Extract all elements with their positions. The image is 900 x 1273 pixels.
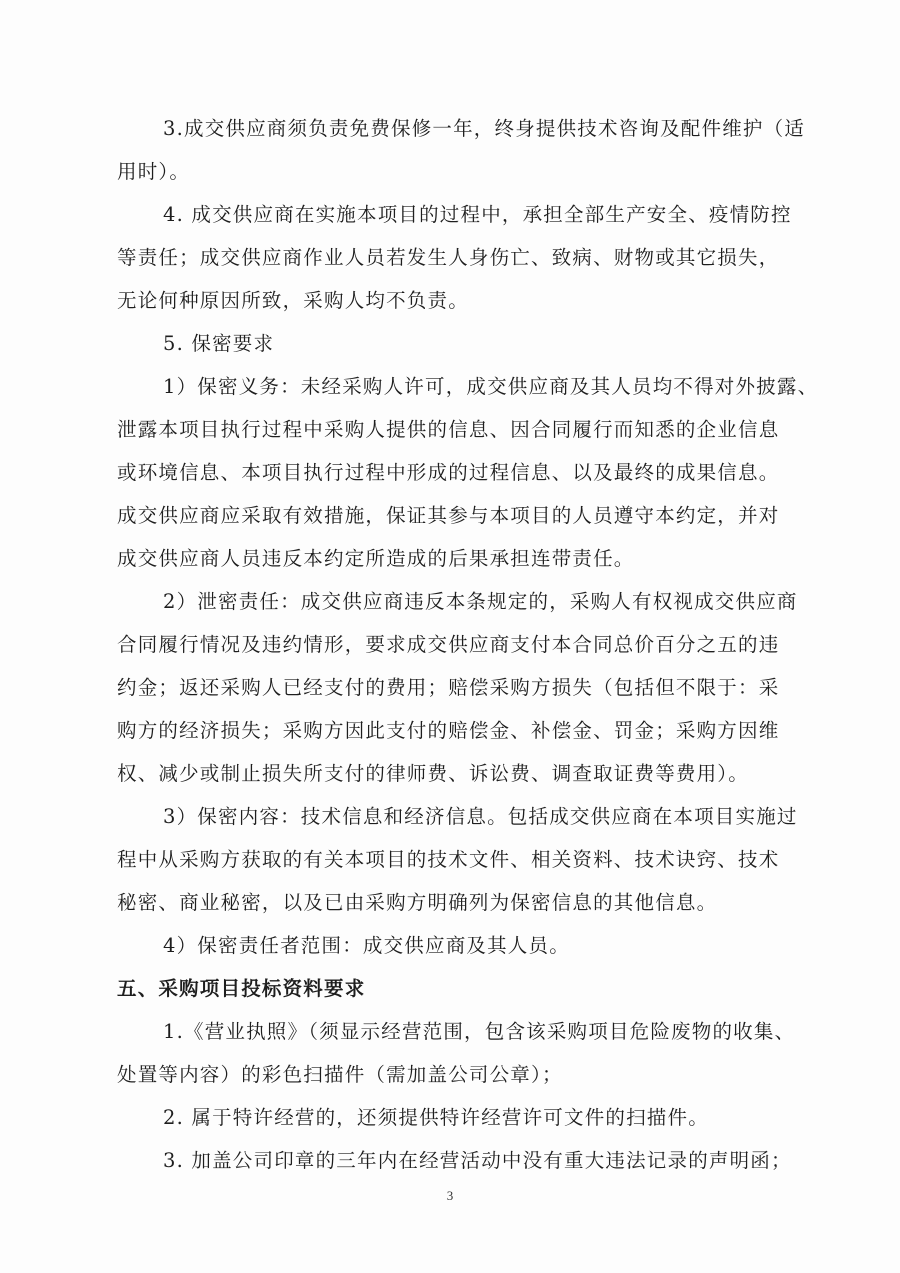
requirement-3: 3. 加盖公司印章的三年内在经营活动中没有重大违法记录的声明函； bbox=[163, 1149, 792, 1172]
leak-liability-line-4: 购方的经济损失；采购方因此支付的赔偿金、补偿金、罚金；采购方因维 bbox=[117, 719, 780, 742]
confidential-content-line-1: 3）保密内容：技术信息和经济信息。包括成交供应商在本项目实施过 bbox=[163, 805, 798, 828]
leak-liability-line-1: 2）泄密责任：成交供应商违反本条规定的，采购人有权视成交供应商 bbox=[163, 590, 798, 613]
confidentiality-duty-line-2: 泄露本项目执行过程中采购人提供的信息、因合同履行而知悉的企业信息 bbox=[117, 418, 780, 441]
confidentiality-duty-line-4: 成交供应商应采取有效措施，保证其参与本项目的人员遵守本约定，并对 bbox=[117, 504, 780, 527]
paragraph-4-line-2: 等责任；成交供应商作业人员若发生人身伤亡、致病、财物或其它损失， bbox=[117, 246, 780, 269]
requirement-1-line-2: 处置等内容）的彩色扫描件（需加盖公司公章）； bbox=[117, 1063, 563, 1086]
page-number: 3 bbox=[446, 1188, 454, 1203]
section-heading-five: 五、采购项目投标资料要求 bbox=[117, 977, 366, 1000]
confidentiality-scope: 4）保密责任者范围：成交供应商及其人员。 bbox=[163, 934, 570, 957]
paragraph-3-line-2: 用时）。 bbox=[117, 160, 191, 183]
leak-liability-line-2: 合同履行情况及违约情形，要求成交供应商支付本合同总价百分之五的违 bbox=[117, 633, 780, 656]
paragraph-3-line-1: 3.成交供应商须负责免费保修一年，终身提供技术咨询及配件维护（适 bbox=[163, 117, 806, 140]
confidentiality-duty-line-1: 1）保密义务：未经采购人许可，成交供应商及其人员均不得对外披露、 bbox=[163, 375, 819, 398]
confidential-content-line-2: 程中从采购方获取的有关本项目的技术文件、相关资料、技术诀窍、技术 bbox=[117, 848, 780, 871]
section-5-title: 5. 保密要求 bbox=[163, 332, 275, 355]
requirement-2: 2. 属于特许经营的，还须提供特许经营许可文件的扫描件。 bbox=[163, 1106, 709, 1129]
confidentiality-duty-line-3: 或环境信息、本项目执行过程中形成的过程信息、以及最终的成果信息。 bbox=[117, 461, 780, 484]
paragraph-4-line-1: 4. 成交供应商在实施本项目的过程中，承担全部生产安全、疫情防控 bbox=[163, 203, 792, 226]
confidentiality-duty-line-5: 成交供应商人员违反本约定所造成的后果承担连带责任。 bbox=[117, 547, 635, 570]
leak-liability-line-5: 权、减少或制止损失所支付的律师费、诉讼费、调查取证费等费用）。 bbox=[117, 762, 749, 785]
leak-liability-line-3: 约金；返还采购人已经支付的费用；赔偿采购方损失（包括但不限于：采 bbox=[117, 676, 780, 699]
paragraph-4-line-3: 无论何种原因所致，采购人均不负责。 bbox=[117, 289, 469, 312]
requirement-1-line-1: 1.《营业执照》（须显示经营范围，包含该采购项目危险废物的收集、 bbox=[163, 1020, 796, 1043]
confidential-content-line-3: 秘密、商业秘密，以及已由采购方明确列为保密信息的其他信息。 bbox=[117, 891, 718, 914]
